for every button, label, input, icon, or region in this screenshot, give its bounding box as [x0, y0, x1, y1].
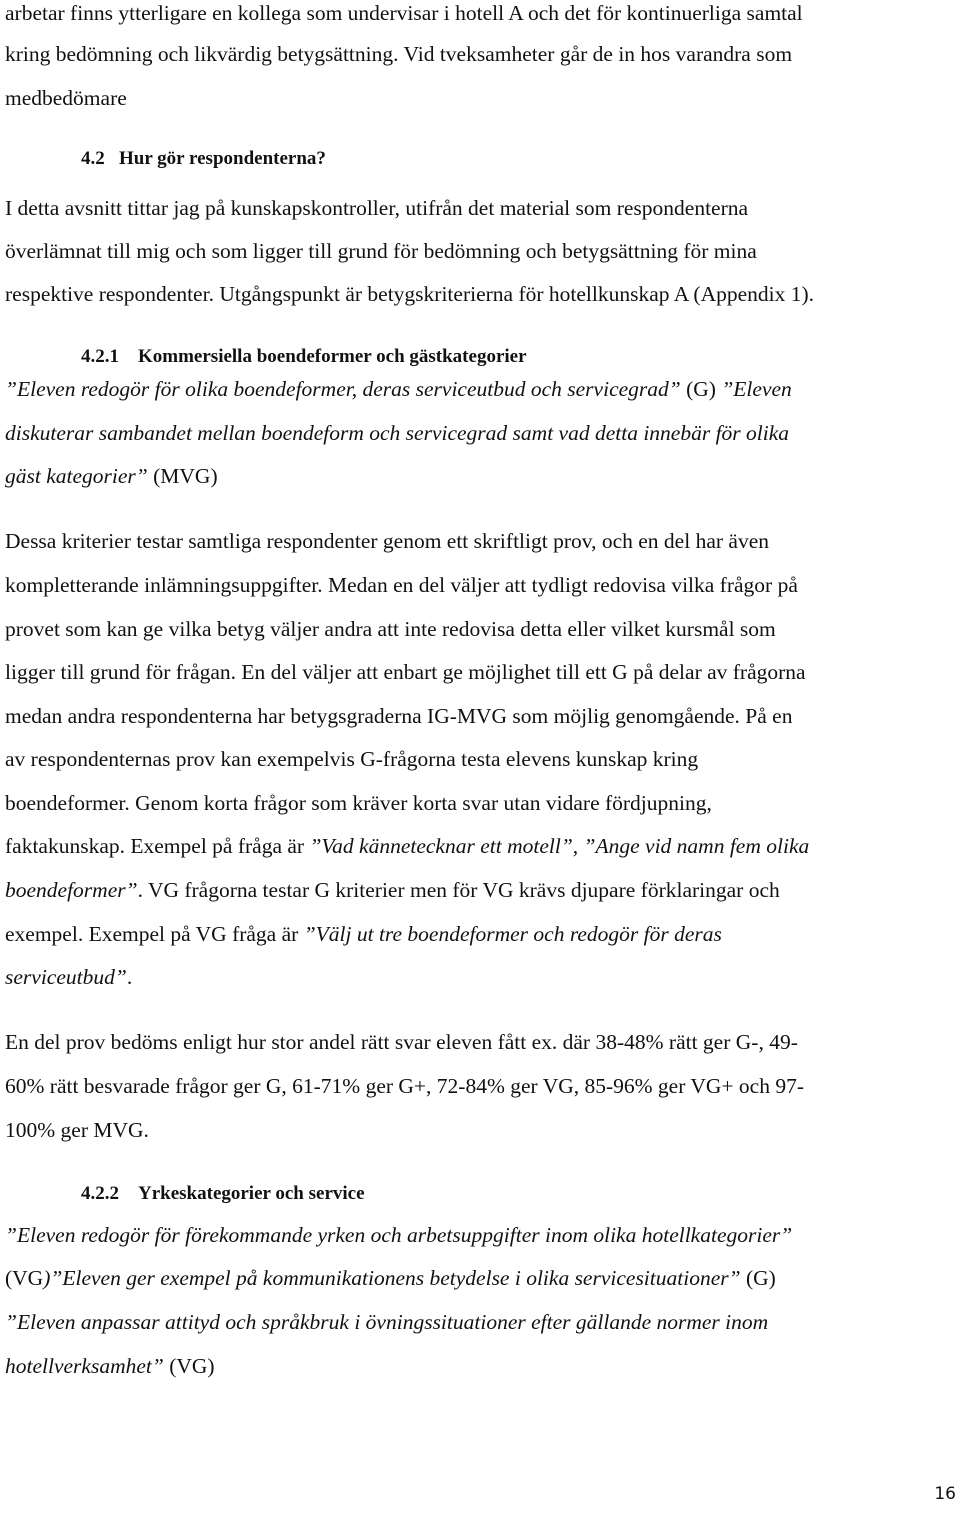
section-title: Kommersiella boendeformer och gästkategorier: [138, 346, 527, 367]
section-number: 4.2.2: [81, 1183, 119, 1204]
paragraph-line: faktakunskap. Exempel på fråga är ”Vad kännetecknar ett motell”, ”Ange vid namn fem olika: [5, 834, 810, 858]
paragraph-line: respektive respondenter. Utgångspunkt är betygskriterierna för hotellkunskap A (Appendix 1).: [5, 282, 815, 306]
criteria-line: ”Eleven anpassar attityd och språkbruk i övningssituationer efter gällande normer inom: [5, 1310, 769, 1334]
paragraph-line: I detta avsnitt tittar jag på kunskapskontroller, utifrån det material som respondenterna: [5, 196, 749, 220]
section-heading-4-2-1: [81, 344, 527, 370]
section-title: Yrkeskategorier och service: [138, 1183, 365, 1204]
paragraph-line: serviceutbud”.: [5, 965, 133, 989]
page-number: 16: [934, 1484, 956, 1504]
paragraph-line: arbetar finns ytterligare en kollega som undervisar i hotell A och det för kontinuerliga samtal: [5, 1, 803, 25]
paragraph-line: kring bedömning och likvärdig betygsättning. Vid tveksamheter går de in hos varandra som: [5, 42, 793, 66]
section-number: 4.2.1: [81, 346, 119, 367]
paragraph-line: exempel. Exempel på VG fråga är ”Välj ut tre boendeformer och redogör för deras: [5, 922, 722, 946]
paragraph-line: ligger till grund för frågan. En del väljer att enbart ge möjlighet till ett G på delar av frågorna: [5, 660, 806, 684]
paragraph-line: överlämnat till mig och som ligger till grund för bedömning och betygsättning för mina: [5, 239, 757, 263]
paragraph-line: Dessa kriterier testar samtliga respondenter genom ett skriftligt prov, och en del har även: [5, 529, 769, 553]
criteria-line: (VG)”Eleven ger exempel på kommunikationens betydelse i olika servicesituationer” (G): [5, 1266, 776, 1290]
paragraph-line: medan andra respondenterna har betygsgraderna IG-MVG som möjlig genomgående. På en: [5, 704, 793, 728]
criteria-line: ”Eleven redogör för förekommande yrken och arbetsuppgifter inom olika hotellkategorier”: [5, 1223, 793, 1247]
section-number: 4.2: [81, 148, 105, 169]
paragraph-line: medbedömare: [5, 86, 127, 110]
paragraph-line: av respondenternas prov kan exempelvis G-frågorna testa elevens kunskap kring: [5, 747, 699, 771]
criteria-line: hotellverksamhet” (VG): [5, 1354, 215, 1378]
section-title: Hur gör respondenterna?: [119, 148, 326, 169]
section-heading-4-2-2: [81, 1181, 365, 1207]
paragraph-line: En del prov bedöms enligt hur stor andel rätt svar eleven fått ex. där 38-48% rätt ger G-, 49-: [5, 1030, 798, 1054]
paragraph-line: 60% rätt besvarade frågor ger G, 61-71% ger G+, 72-84% ger VG, 85-96% ger VG+ och 97-: [5, 1074, 805, 1098]
criteria-line: ”Eleven redogör för olika boendeformer, deras serviceutbud och servicegrad” (G) ”Eleven: [5, 377, 792, 401]
paragraph-line: provet som kan ge vilka betyg väljer andra att inte redovisa detta eller vilket kursmål som: [5, 617, 776, 641]
criteria-line: diskuterar sambandet mellan boendeform och servicegrad samt vad detta innebär för olika: [5, 421, 790, 445]
paragraph-line: boendeformer. Genom korta frågor som kräver korta svar utan vidare fördjupning,: [5, 791, 712, 815]
section-heading-4-2: [81, 146, 326, 172]
paragraph-line: kompletterande inlämningsuppgifter. Medan en del väljer att tydligt redovisa vilka frågor på: [5, 573, 798, 597]
paragraph-line: boendeformer”. VG frågorna testar G kriterier men för VG krävs djupare förklaringar och: [5, 878, 780, 902]
criteria-line: gäst kategorier” (MVG): [5, 464, 218, 488]
paragraph-line: 100% ger MVG.: [5, 1118, 149, 1142]
